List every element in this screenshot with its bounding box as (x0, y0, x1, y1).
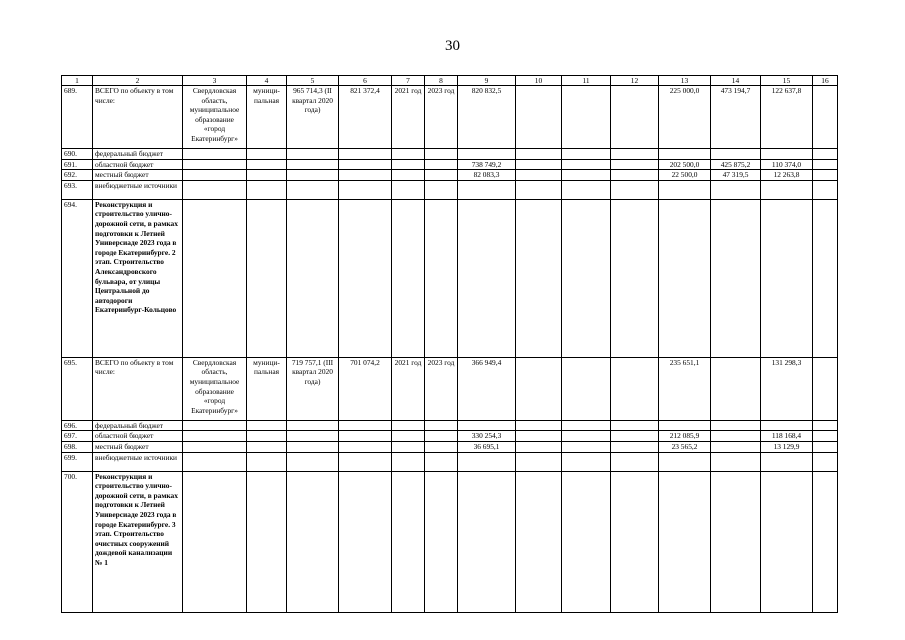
cell-c10 (516, 441, 562, 452)
table-row (62, 441, 838, 452)
header-cell-16: 16 (813, 76, 838, 86)
table-row (62, 149, 838, 160)
cell-c6 (339, 170, 392, 181)
cell-c9: 820 832,5 (458, 86, 516, 149)
cell-c9 (458, 452, 516, 471)
cell-c7 (392, 452, 425, 471)
row-name: областной бюджет (93, 431, 183, 442)
cell-c6 (339, 431, 392, 442)
cell-c8 (425, 180, 458, 199)
cell-c6 (339, 471, 392, 612)
table-row (62, 159, 838, 170)
row-name: внебюджетные источники (93, 180, 183, 199)
cell-c7 (392, 170, 425, 181)
cell-c16 (813, 199, 838, 357)
cell-c14 (711, 441, 761, 452)
cell-c5 (287, 431, 339, 442)
cell-c5 (287, 441, 339, 452)
cell-c6 (339, 420, 392, 431)
header-cell-8: 8 (425, 76, 458, 86)
cell-c7 (392, 471, 425, 612)
cell-c5 (287, 149, 339, 160)
cell-c3 (183, 180, 247, 199)
cell-c3 (183, 471, 247, 612)
cell-c10 (516, 86, 562, 149)
cell-c3 (183, 159, 247, 170)
header-cell-10: 10 (516, 76, 562, 86)
cell-c5 (287, 420, 339, 431)
cell-c4 (247, 431, 287, 442)
cell-c8 (425, 471, 458, 612)
header-cell-14: 14 (711, 76, 761, 86)
cell-c4: муници-пальная (247, 86, 287, 149)
cell-c6 (339, 180, 392, 199)
table-row (62, 431, 838, 442)
table-row (62, 357, 838, 420)
row-name: ВСЕГО по объекту в том числе: (93, 86, 183, 149)
cell-c10 (516, 149, 562, 160)
cell-c4 (247, 441, 287, 452)
cell-c14 (711, 357, 761, 420)
cell-c13 (659, 199, 711, 357)
row-number: 697. (62, 431, 93, 442)
cell-c12 (611, 199, 659, 357)
cell-c5 (287, 159, 339, 170)
cell-c15: 122 637,8 (761, 86, 813, 149)
cell-c16 (813, 431, 838, 442)
cell-c16 (813, 420, 838, 431)
cell-c12 (611, 149, 659, 160)
cell-c13 (659, 180, 711, 199)
row-number: 692. (62, 170, 93, 181)
cell-c14 (711, 199, 761, 357)
cell-c7 (392, 180, 425, 199)
cell-c11 (562, 471, 611, 612)
cell-c12 (611, 420, 659, 431)
cell-c4 (247, 149, 287, 160)
header-cell-1: 1 (62, 76, 93, 86)
cell-c15 (761, 420, 813, 431)
cell-c8 (425, 420, 458, 431)
cell-c15: 131 298,3 (761, 357, 813, 420)
cell-c14: 473 194,7 (711, 86, 761, 149)
cell-c12 (611, 180, 659, 199)
cell-c3 (183, 431, 247, 442)
table-row (62, 471, 838, 612)
cell-c5 (287, 471, 339, 612)
cell-c7 (392, 441, 425, 452)
table-row (62, 180, 838, 199)
cell-c6: 821 372,4 (339, 86, 392, 149)
row-number: 694. (62, 199, 93, 357)
cell-c9: 82 083,3 (458, 170, 516, 181)
row-name: областной бюджет (93, 159, 183, 170)
cell-c11 (562, 159, 611, 170)
cell-c12 (611, 471, 659, 612)
cell-c16 (813, 441, 838, 452)
cell-c14: 425 875,2 (711, 159, 761, 170)
cell-c11 (562, 199, 611, 357)
cell-c6: 701 074,2 (339, 357, 392, 420)
cell-c4 (247, 471, 287, 612)
row-name: внебюджетные источники (93, 452, 183, 471)
cell-c15 (761, 149, 813, 160)
header-cell-13: 13 (659, 76, 711, 86)
cell-c14 (711, 180, 761, 199)
cell-c6 (339, 149, 392, 160)
cell-c11 (562, 149, 611, 160)
cell-c3 (183, 199, 247, 357)
cell-c9 (458, 471, 516, 612)
cell-c10 (516, 199, 562, 357)
header-cell-15: 15 (761, 76, 813, 86)
cell-c9 (458, 180, 516, 199)
row-number: 700. (62, 471, 93, 612)
table-row (62, 420, 838, 431)
row-name: федеральный бюджет (93, 420, 183, 431)
cell-c11 (562, 357, 611, 420)
cell-c7 (392, 149, 425, 160)
cell-c15 (761, 471, 813, 612)
row-number: 699. (62, 452, 93, 471)
cell-c6 (339, 159, 392, 170)
row-number: 693. (62, 180, 93, 199)
cell-c4 (247, 159, 287, 170)
cell-c13 (659, 420, 711, 431)
cell-c12 (611, 452, 659, 471)
row-number: 690. (62, 149, 93, 160)
cell-c8 (425, 431, 458, 442)
cell-c12 (611, 86, 659, 149)
cell-c15: 12 263,8 (761, 170, 813, 181)
cell-c10 (516, 452, 562, 471)
cell-c6 (339, 452, 392, 471)
cell-c13 (659, 452, 711, 471)
cell-c15 (761, 180, 813, 199)
cell-c13: 22 500,0 (659, 170, 711, 181)
table-row (62, 86, 838, 149)
cell-c3: Свердловская область, муниципальное образование «город Екатеринбург» (183, 86, 247, 149)
cell-c7: 2021 год (392, 86, 425, 149)
cell-c10 (516, 357, 562, 420)
header-cell-6: 6 (339, 76, 392, 86)
cell-c14 (711, 471, 761, 612)
cell-c12 (611, 170, 659, 181)
cell-c8 (425, 199, 458, 357)
cell-c16 (813, 357, 838, 420)
header-cell-3: 3 (183, 76, 247, 86)
cell-c16 (813, 180, 838, 199)
cell-c15: 118 168,4 (761, 431, 813, 442)
table-row (62, 170, 838, 181)
cell-c4 (247, 170, 287, 181)
cell-c9: 330 254,3 (458, 431, 516, 442)
header-cell-9: 9 (458, 76, 516, 86)
cell-c11 (562, 86, 611, 149)
cell-c13: 225 000,0 (659, 86, 711, 149)
header-cell-7: 7 (392, 76, 425, 86)
cell-c8 (425, 159, 458, 170)
cell-c13: 235 651,1 (659, 357, 711, 420)
cell-c16 (813, 170, 838, 181)
cell-c5: 965 714,3 (II квартал 2020 года) (287, 86, 339, 149)
cell-c9 (458, 420, 516, 431)
row-name: местный бюджет (93, 170, 183, 181)
budget-table (61, 75, 838, 613)
row-name: Реконструкция и строительство улично-дорожной сети, в рамках подготовки к Летней Универсиаде 2023 года в городе Екатеринбурге. 2 этап. Строительство Александровского бульвара, от улицы Центральной до автодороги Екатеринбург-Кольцово (93, 199, 183, 357)
cell-c10 (516, 170, 562, 181)
cell-c3 (183, 452, 247, 471)
cell-c13: 212 085,9 (659, 431, 711, 442)
cell-c14 (711, 149, 761, 160)
cell-c8 (425, 170, 458, 181)
cell-c16 (813, 149, 838, 160)
cell-c11 (562, 420, 611, 431)
header-cell-11: 11 (562, 76, 611, 86)
cell-c7 (392, 420, 425, 431)
cell-c5: 719 757,1 (III квартал 2020 года) (287, 357, 339, 420)
cell-c13 (659, 471, 711, 612)
cell-c11 (562, 170, 611, 181)
cell-c15 (761, 452, 813, 471)
cell-c11 (562, 431, 611, 442)
cell-c9: 36 695,1 (458, 441, 516, 452)
cell-c9: 366 949,4 (458, 357, 516, 420)
cell-c3 (183, 420, 247, 431)
row-number: 689. (62, 86, 93, 149)
cell-c16 (813, 86, 838, 149)
cell-c7 (392, 199, 425, 357)
cell-c16 (813, 159, 838, 170)
cell-c10 (516, 431, 562, 442)
cell-c3 (183, 441, 247, 452)
cell-c13: 202 500,0 (659, 159, 711, 170)
cell-c10 (516, 159, 562, 170)
cell-c6 (339, 441, 392, 452)
cell-c10 (516, 420, 562, 431)
cell-c7 (392, 159, 425, 170)
cell-c13: 23 565,2 (659, 441, 711, 452)
cell-c14: 47 319,5 (711, 170, 761, 181)
row-number: 691. (62, 159, 93, 170)
cell-c15: 13 129,9 (761, 441, 813, 452)
cell-c4 (247, 199, 287, 357)
cell-c5 (287, 170, 339, 181)
row-number: 696. (62, 420, 93, 431)
cell-c7: 2021 год (392, 357, 425, 420)
cell-c9 (458, 149, 516, 160)
cell-c5 (287, 452, 339, 471)
table-row (62, 452, 838, 471)
cell-c9 (458, 199, 516, 357)
row-name: федеральный бюджет (93, 149, 183, 160)
cell-c8 (425, 149, 458, 160)
cell-c10 (516, 180, 562, 199)
cell-c12 (611, 441, 659, 452)
cell-c11 (562, 180, 611, 199)
row-number: 695. (62, 357, 93, 420)
cell-c4 (247, 420, 287, 431)
cell-c15: 110 374,0 (761, 159, 813, 170)
header-cell-2: 2 (93, 76, 183, 86)
cell-c12 (611, 357, 659, 420)
cell-c5 (287, 180, 339, 199)
cell-c5 (287, 199, 339, 357)
row-name: местный бюджет (93, 441, 183, 452)
cell-c6 (339, 199, 392, 357)
cell-c12 (611, 431, 659, 442)
cell-c16 (813, 471, 838, 612)
header-cell-4: 4 (247, 76, 287, 86)
header-cell-12: 12 (611, 76, 659, 86)
cell-c4 (247, 180, 287, 199)
cell-c14 (711, 420, 761, 431)
cell-c15 (761, 199, 813, 357)
cell-c8 (425, 441, 458, 452)
cell-c8: 2023 год (425, 357, 458, 420)
cell-c3: Свердловская область, муниципальное образование «город Екатеринбург» (183, 357, 247, 420)
row-name: ВСЕГО по объекту в том числе: (93, 357, 183, 420)
cell-c14 (711, 452, 761, 471)
cell-c13 (659, 149, 711, 160)
row-number: 698. (62, 441, 93, 452)
cell-c11 (562, 452, 611, 471)
cell-c11 (562, 441, 611, 452)
cell-c4 (247, 452, 287, 471)
cell-c10 (516, 471, 562, 612)
cell-c8 (425, 452, 458, 471)
cell-c14 (711, 431, 761, 442)
header-cell-5: 5 (287, 76, 339, 86)
cell-c16 (813, 452, 838, 471)
cell-c8: 2023 год (425, 86, 458, 149)
cell-c12 (611, 159, 659, 170)
cell-c4: муници-пальная (247, 357, 287, 420)
table-row (62, 199, 838, 357)
row-name: Реконструкция и строительство улично-дорожной сети, в рамках подготовки к Летней Универсиаде 2023 года в городе Екатеринбурге. 3 этап. Строительство очистных сооружений дождевой канализации № 1 (93, 471, 183, 612)
cell-c3 (183, 170, 247, 181)
cell-c3 (183, 149, 247, 160)
cell-c7 (392, 431, 425, 442)
header-row (62, 76, 838, 86)
cell-c9: 738 749,2 (458, 159, 516, 170)
page-number: 30 (445, 38, 460, 54)
